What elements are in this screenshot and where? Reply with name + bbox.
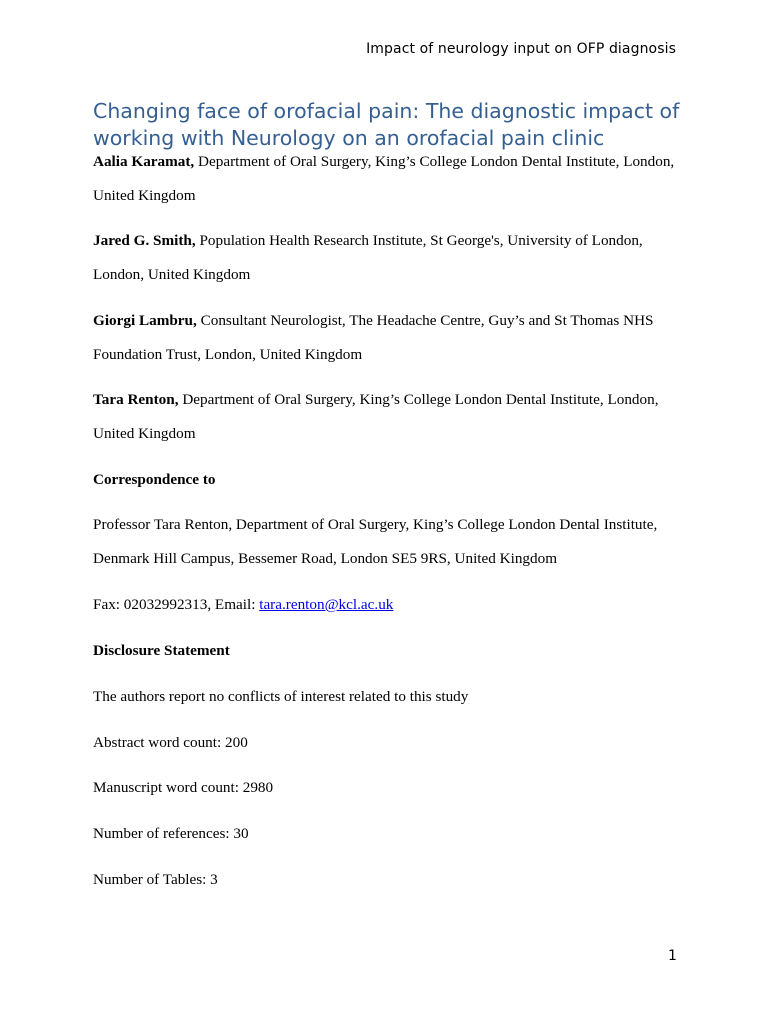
reference-count: Number of references: 30: [93, 825, 249, 842]
disclosure-text: The authors report no conflicts of interest related to this study: [93, 688, 469, 705]
manuscript-word-count: Manuscript word count: 2980: [93, 779, 274, 796]
author-block-1: [93, 145, 683, 213]
disclosure-heading: Disclosure Statement: [93, 642, 230, 659]
table-count: Number of Tables: 3: [93, 871, 218, 888]
author-block-4: [93, 383, 683, 451]
author-affiliation: Department of Oral Surgery, King’s College London Dental Institute, London, United Kingdom: [93, 153, 675, 204]
author-name: Giorgi Lambru,: [93, 312, 197, 329]
author-affiliation: Population Health Research Institute, St George's, University of London, London, United Kingdom: [93, 232, 643, 283]
correspondence-heading: Correspondence to: [93, 471, 216, 488]
abstract-word-count: Abstract word count: 200: [93, 734, 248, 751]
author-affiliation: Department of Oral Surgery, King’s College London Dental Institute, London, United Kingdom: [93, 391, 659, 442]
author-block-3: [93, 304, 683, 372]
contact-prefix: Fax: 02032992313, Email:: [93, 596, 260, 613]
running-header: Impact of neurology input on OFP diagnosis: [366, 41, 676, 57]
author-block-2: [93, 224, 683, 292]
author-name: Aalia Karamat,: [93, 153, 195, 170]
author-affiliation: Consultant Neurologist, The Headache Centre, Guy’s and St Thomas NHS Foundation Trust, London, United Kingdom: [93, 312, 654, 363]
author-name: Jared G. Smith,: [93, 232, 196, 249]
correspondence-address: Professor Tara Renton, Department of Oral Surgery, King’s College London Dental Institute, Denmark Hill Campus, Bessemer Road, London SE5 9RS, United Kingdom: [93, 516, 658, 567]
author-name: Tara Renton,: [93, 391, 179, 408]
email-link[interactable]: tara.renton@kcl.ac.uk: [259, 596, 394, 613]
page-number: 1: [668, 948, 677, 964]
correspondence-contact: [93, 595, 393, 615]
paper-title: Changing face of orofacial pain: The diagnostic impact of working with Neurology on an orofacial pain clinic: [93, 99, 680, 150]
